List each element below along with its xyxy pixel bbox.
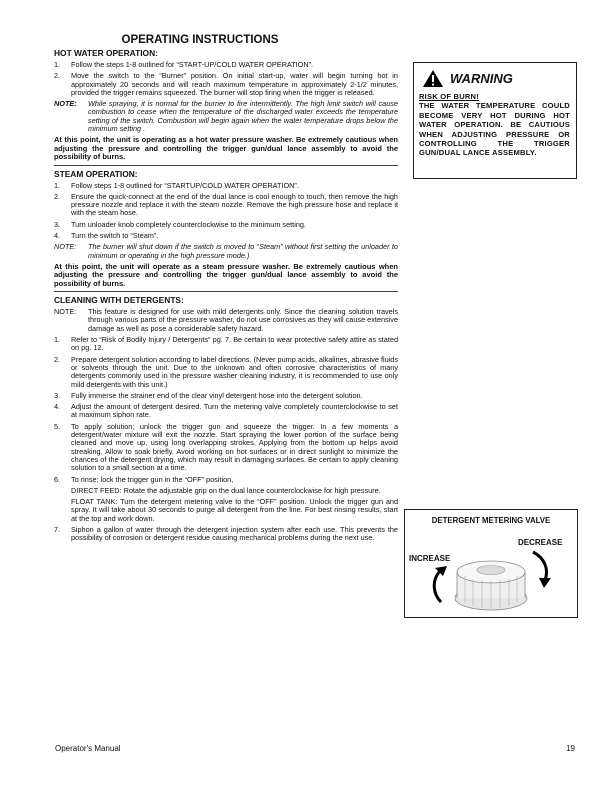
detergents-step-1: 1. Refer to “Risk of Bodily Injury / Detergents” pg. 7. Be certain to wear protective safety attire as stated on pg. 12.: [54, 335, 398, 353]
warning-header: [422, 69, 576, 88]
page-title: OPERATING INSTRUCTIONS: [121, 34, 279, 46]
page-number: 19: [566, 744, 575, 753]
steam-caution: At this point, the unit will operate as a steam pressure washer. Be extremely cautious when adjusting the pressure and controlling the trigger gun/dual lance assembly to avoid the possibility of burns.: [54, 261, 398, 288]
metering-valve-box: [404, 509, 578, 618]
divider: [54, 165, 398, 166]
valve-knob-icon: [455, 561, 527, 610]
hot-water-heading: HOT WATER OPERATION:: [54, 48, 158, 58]
divider: [54, 291, 398, 292]
risk-of-burn-label: RISK OF BURN!: [419, 92, 479, 101]
float-tank-paragraph: FLOAT TANK: Turn the detergent metering valve to the “OFF” position. Unlock the trigger gun and spray. It will take about 30 seconds to purge all detergent from the line. For best rinsing results, start at the top and work down.: [71, 497, 398, 523]
hot-water-caution: At this point, the unit is operating as a hot water pressure washer. Be extremely cautious when adjusting the pressure and controlling the trigger gun/dual lance assembly to avoid the possibility of burns.: [54, 135, 398, 162]
warning-title: WARNING: [450, 71, 513, 86]
steam-note: NOTE: The burner will shut down if the switch is moved to “Steam” without first setting the unloader to minimum or operating in the high pressure mode.): [54, 242, 398, 260]
steam-step-1: 1. Follow steps 1-8 outlined for “STARTUP/COLD WATER OPERATION”.: [54, 180, 299, 190]
steam-step-3: 3. Turn unloader knob completely counterclockwise to the minimum setting.: [54, 219, 306, 229]
steam-step-2: 2. Ensure the quick-connect at the end of the dual lance is cool enough to touch, then remove the high pressure nozzle and replace it with the steam nozzle. Remove the high pressure hose and replace it with the steam hose.: [54, 191, 398, 218]
hot-water-step-2: 2. Move the switch to the “Burner” position. On initial start-up, water will begin turning hot in approximately 20 seconds and will reach maximum temperature in approximately 2-1/2 minutes, provided the trigger remains squeezed. The burner will stop firing when the trigger is released.: [54, 71, 398, 97]
hot-water-note: NOTE: While spraying, it is normal for the burner to fire intermittently. The high limit switch will cause combustion to cease when the temperature of the discharged water exceeds the temperature setting of the switch. Combustion will begin again when the water temperature drops below the minimum setting .: [54, 99, 398, 134]
metering-valve-title: DETERGENT METERING VALVE: [431, 516, 551, 525]
footer-manual-title: Operator's Manual: [55, 744, 121, 753]
metering-valve-illustration: [405, 528, 575, 618]
decrease-label: DECREASE: [518, 538, 563, 547]
warning-text: THE WATER TEMPERATURE COULD BECOME VERY HOT DURING HOT WATER OPERATION. BE CAUTIOUS WHEN ADJUSTING PRESSURE OR CONTROLLING THE TRIGGER GUN/DUAL LANCE ASSEMBLY.: [419, 101, 570, 158]
warning-box: [413, 62, 577, 179]
warning-body: [419, 92, 570, 158]
detergents-step-5: 5. To apply solution; unlock the trigger gun and squeeze the trigger. In a few moments a detergent/water mixture will exit the nozzle. Start spraying the lower portion of the surface being cleaned and move up, using long overlapping strokes. Applying from the bottom up helps avoid streaking. Allow to soak briefly. Avoid working on hot surfaces or in direct sunlight to minimize the chances of the detergent drying, which may result in damaging surfaces. Be certain to apply cleaning solution to a small section at a time.: [54, 421, 398, 473]
detergents-heading: CLEANING WITH DETERGENTS:: [54, 295, 184, 306]
clockwise-arrow-icon: [533, 552, 551, 588]
direct-feed-paragraph: DIRECT FEED: Rotate the adjustable grip on the dual lance counterclockwise for high pressure.: [71, 485, 381, 495]
detergents-note: NOTE: This feature is designed for use with mild detergents only. Since the cleaning solution travels through various parts of the pressure washer, do not use corrosives as they will cause extensive damage as well as pose a considerable safety hazard.: [54, 307, 398, 333]
detergents-step-6: 6. To rinse; lock the trigger gun in the “OFF” position,: [54, 474, 234, 484]
detergents-step-7: 7. Siphon a gallon of water through the detergent injection system after each use. This prevents the possibility of corrosion or detergent residue causing mechanical problems during the next use.: [54, 525, 398, 543]
steam-heading: STEAM OPERATION:: [54, 168, 138, 179]
warning-triangle-icon: [422, 69, 444, 88]
detergents-step-2: 2. Prepare detergent solution according to label directions. (Never pump acids, alkalines, abrasive fluids or solvents through the unit. Due to the unknown and often corrosive characteristics of many detergents commonly used in the pressure washer cleaning industry, it is recommended to use only mild detergents with this unit.): [54, 354, 398, 389]
main-column: [54, 48, 398, 546]
detergents-step-4: 4. Adjust the amount of detergent desired. Turn the metering valve completely counterclockwise to set at maximum siphon rate.: [54, 402, 398, 420]
detergents-step-3: 3. Fully immerse the strainer end of the clear vinyl detergent hose into the detergent solution.: [54, 390, 363, 400]
hot-water-step-1: 1. Follow the steps 1-8 outlined for “START-UP/COLD WATER OPERATION”.: [54, 60, 314, 69]
increase-label: INCREASE: [409, 554, 451, 563]
steam-step-4: 4. Turn the switch to “Steam”.: [54, 231, 159, 241]
counterclockwise-arrow-icon: [434, 566, 447, 602]
